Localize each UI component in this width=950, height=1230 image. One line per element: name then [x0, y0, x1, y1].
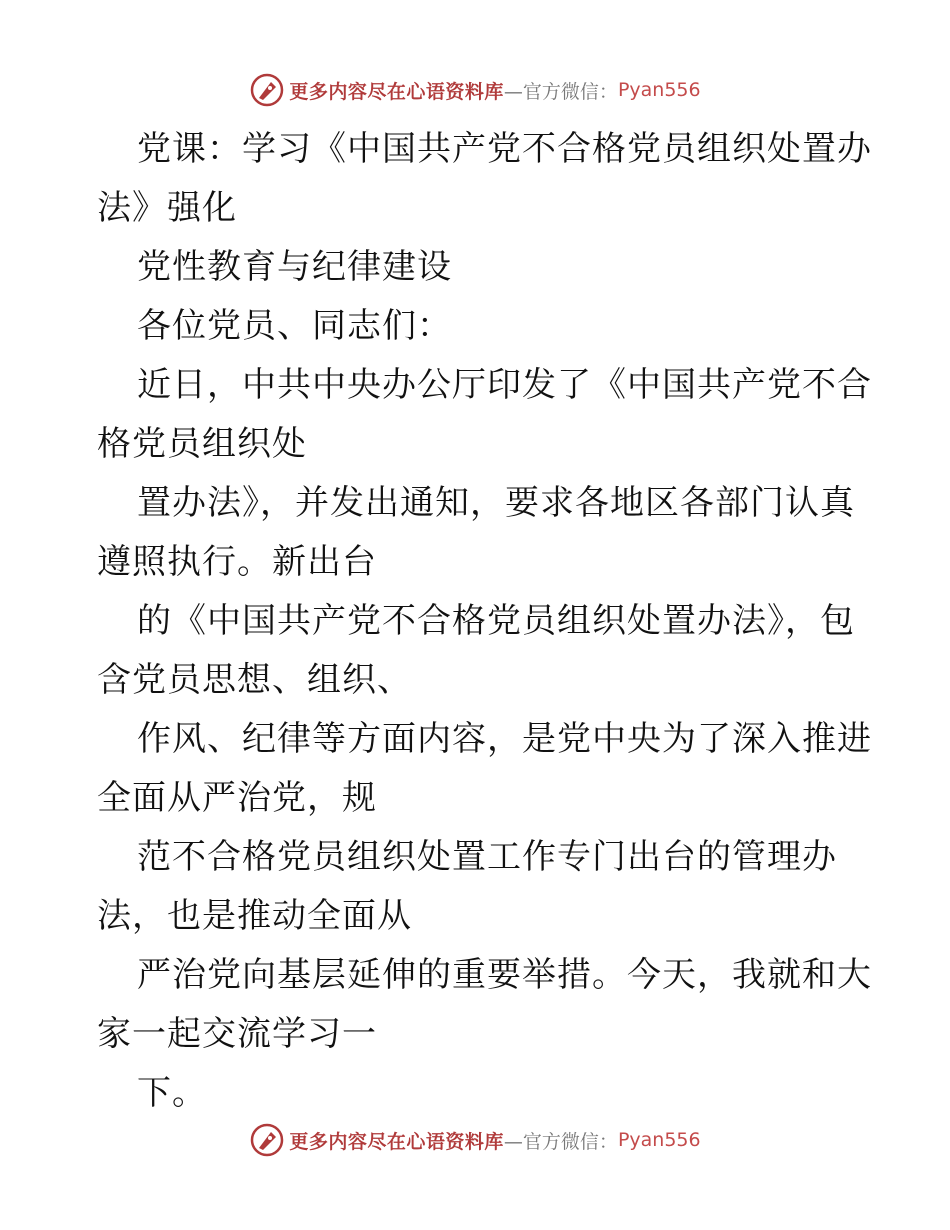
banner-text-wechat-id: Pyan556 [617, 79, 701, 101]
title-line: 党课：学习《中国共产党不合格党员组织处置办 [137, 129, 872, 169]
paragraph-line: 遵照执行。新出台 [97, 542, 377, 582]
banner-text-wechat-id: Pyan556 [617, 1129, 701, 1151]
banner-text-main: 更多内容尽在心语资料库 [289, 80, 504, 103]
banner-text-separator: —官方微信： [503, 1130, 618, 1153]
paragraph-line: 法，也是推动全面从 [97, 896, 412, 936]
paragraph-line: 置办法》，并发出通知，要求各地区各部门认真 [137, 483, 855, 523]
paragraph-line: 含党员思想、组织、 [97, 660, 412, 700]
footer-banner [0, 1120, 950, 1160]
paragraph-line: 全面从严治党，规 [97, 778, 377, 818]
pen-nib-logo-icon [249, 72, 285, 108]
paragraph-line: 作风、纪律等方面内容，是党中央为了深入推进 [137, 719, 872, 759]
document-body [97, 120, 872, 1123]
pen-nib-logo-icon [249, 1122, 285, 1158]
paragraph-line: 的《中国共产党不合格党员组织处置办法》，包 [137, 601, 855, 641]
paragraph-line: 家一起交流学习一 [97, 1014, 377, 1054]
paragraph-line: 严治党向基层延伸的重要举措。今天，我就和大 [137, 955, 872, 995]
banner-text-separator: —官方微信： [503, 80, 618, 103]
paragraph-line: 下。 [137, 1073, 207, 1113]
paragraph-line: 格党员组织处 [97, 424, 307, 464]
header-banner [0, 70, 950, 110]
subtitle-line: 党性教育与纪律建设 [137, 247, 452, 287]
paragraph-line: 范不合格党员组织处置工作专门出台的管理办 [137, 837, 837, 877]
banner-text-main: 更多内容尽在心语资料库 [289, 1130, 504, 1153]
title-line: 法》强化 [97, 188, 237, 228]
salutation-line: 各位党员、同志们： [137, 306, 452, 346]
paragraph-line: 近日，中共中央办公厅印发了《中国共产党不合 [137, 365, 872, 405]
